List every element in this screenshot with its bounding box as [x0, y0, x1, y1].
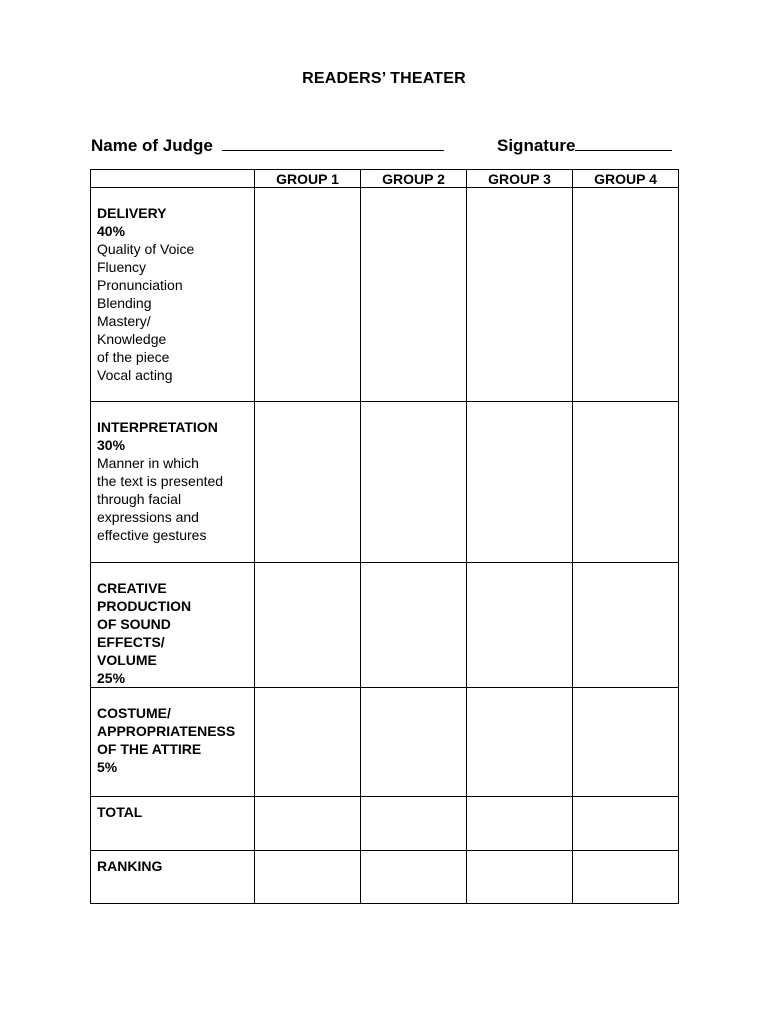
total-cell-group-1[interactable] [255, 797, 361, 851]
score-cell-delivery-group-4[interactable] [573, 188, 679, 402]
header-group-4: GROUP 4 [573, 170, 679, 188]
score-cell-creative-group-4[interactable] [573, 563, 679, 688]
score-cell-costume-group-4[interactable] [573, 688, 679, 797]
score-cell-costume-group-2[interactable] [361, 688, 467, 797]
criterion-detail: Mastery/ [97, 313, 151, 329]
criterion-detail: Blending [97, 295, 152, 311]
criterion-heading: APPROPRIATENESS [97, 723, 236, 739]
page-title: READERS’ THEATER [302, 70, 466, 87]
total-cell-group-4[interactable] [573, 797, 679, 851]
scoring-table [90, 169, 679, 904]
score-cell-interpretation-group-3[interactable] [467, 402, 573, 563]
criterion-row-interpretation [91, 402, 679, 563]
criterion-heading: OF THE ATTIRE [97, 741, 202, 757]
criterion-detail: Fluency [97, 259, 147, 275]
criterion-detail: of the piece [97, 349, 170, 365]
criterion-detail: effective gestures [97, 527, 207, 543]
criterion-heading: PRODUCTION [97, 598, 192, 614]
total-label-cell [91, 797, 255, 851]
header-group-3: GROUP 3 [467, 170, 573, 188]
header-criteria-cell [91, 170, 255, 188]
ranking-cell-group-3[interactable] [467, 851, 573, 904]
header-group-2: GROUP 2 [361, 170, 467, 188]
total-cell-group-3[interactable] [467, 797, 573, 851]
criterion-percent: 5% [97, 759, 118, 775]
header-group-1: GROUP 1 [255, 170, 361, 188]
criterion-percent: 40% [97, 223, 126, 239]
criterion-costume [91, 688, 255, 797]
judge-name-label: Name of Judge [91, 136, 213, 155]
criterion-interpretation [91, 402, 255, 563]
score-cell-costume-group-1[interactable] [255, 688, 361, 797]
total-cell-group-2[interactable] [361, 797, 467, 851]
score-cell-delivery-group-3[interactable] [467, 188, 573, 402]
score-cell-creative-group-2[interactable] [361, 563, 467, 688]
criterion-row-costume [91, 688, 679, 797]
signature-line [497, 136, 672, 156]
score-cell-costume-group-3[interactable] [467, 688, 573, 797]
ranking-row [91, 851, 679, 904]
score-cell-interpretation-group-4[interactable] [573, 402, 679, 563]
judge-name-line [91, 136, 444, 156]
criterion-detail: Quality of Voice [97, 241, 195, 257]
ranking-label-cell [91, 851, 255, 904]
criterion-percent: 30% [97, 437, 126, 453]
criterion-detail: Manner in which [97, 455, 199, 471]
criterion-row-creative-production [91, 563, 679, 688]
criterion-creative-production [91, 563, 255, 688]
ranking-cell-group-4[interactable] [573, 851, 679, 904]
criterion-heading: CREATIVE [97, 580, 167, 596]
judge-name-field[interactable] [222, 136, 444, 151]
criterion-delivery [91, 188, 255, 402]
criterion-detail: the text is presented [97, 473, 224, 489]
ranking-cell-group-1[interactable] [255, 851, 361, 904]
score-cell-interpretation-group-2[interactable] [361, 402, 467, 563]
criterion-heading: EFFECTS/ [97, 634, 165, 650]
criterion-detail: Vocal acting [97, 367, 173, 383]
criterion-detail: through facial [97, 491, 182, 507]
criterion-detail: Knowledge [97, 331, 167, 347]
score-cell-creative-group-3[interactable] [467, 563, 573, 688]
score-cell-delivery-group-2[interactable] [361, 188, 467, 402]
score-cell-creative-group-1[interactable] [255, 563, 361, 688]
ranking-label: RANKING [97, 858, 163, 874]
ranking-cell-group-2[interactable] [361, 851, 467, 904]
criterion-detail: expressions and [97, 509, 199, 525]
signature-field[interactable] [575, 136, 672, 151]
criterion-heading: DELIVERY [97, 205, 167, 221]
criterion-row-delivery [91, 188, 679, 402]
signature-label: Signature [497, 136, 576, 155]
header-row [91, 170, 679, 188]
criterion-heading: VOLUME [97, 652, 157, 668]
total-row [91, 797, 679, 851]
criterion-detail: Pronunciation [97, 277, 183, 293]
criterion-heading: OF SOUND [97, 616, 171, 632]
score-cell-interpretation-group-1[interactable] [255, 402, 361, 563]
criterion-percent: 25% [97, 670, 126, 686]
score-cell-delivery-group-1[interactable] [255, 188, 361, 402]
criterion-heading: INTERPRETATION [97, 419, 218, 435]
total-label: TOTAL [97, 804, 143, 820]
criterion-heading: COSTUME/ [97, 705, 171, 721]
